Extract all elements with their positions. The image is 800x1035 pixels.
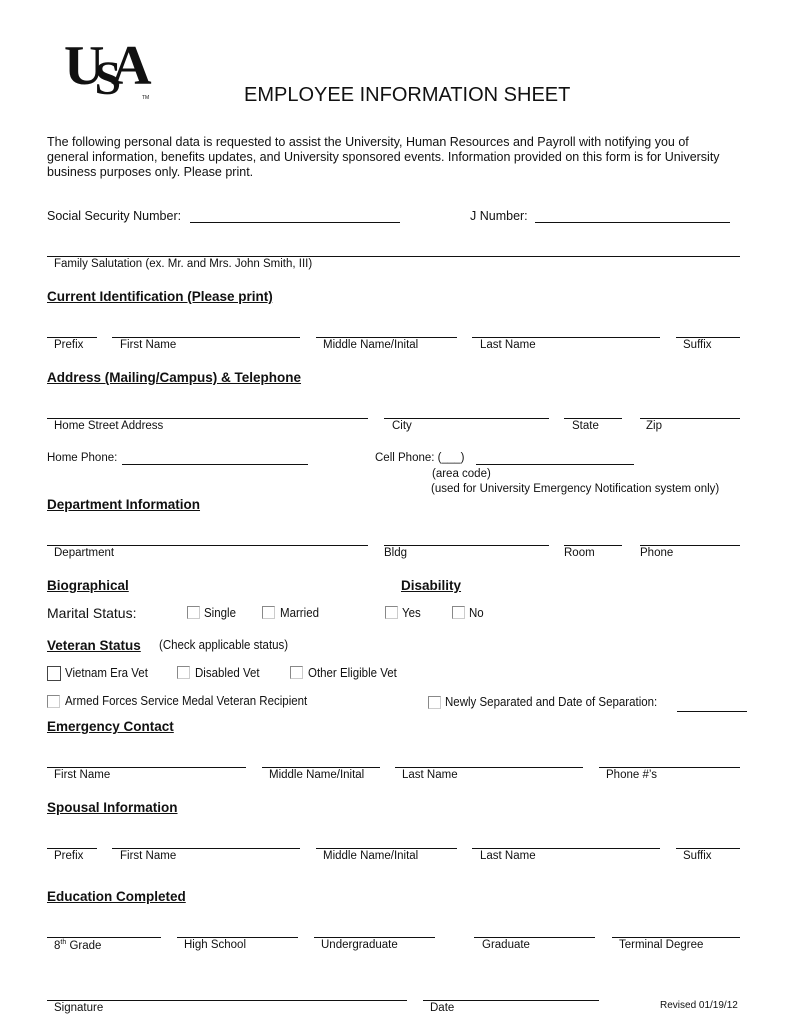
spouse-last-field[interactable] [472,848,660,849]
page-title: EMPLOYEE INFORMATION SHEET [244,84,571,106]
spouse-middle-label: Middle Name/Inital [323,850,419,862]
spouse-first-label: First Name [120,850,177,862]
high-school-field[interactable] [177,937,298,938]
emergency-first-label: First Name [54,769,111,781]
dept-phone-label: Phone [640,547,674,559]
room-label: Room [564,547,595,559]
first-name-field[interactable] [112,337,300,338]
disability-no-label: No [469,606,484,620]
area-code-label: (area code) [432,468,491,480]
state-field[interactable] [564,418,622,419]
single-label: Single [204,606,236,620]
disability-yes-label: Yes [402,606,421,620]
armed-forces-checkbox[interactable] [47,695,60,708]
biographical-heading: Biographical [47,578,129,593]
dept-phone-field[interactable] [640,545,740,546]
zip-label: Zip [646,420,662,432]
emergency-last-label: Last Name [402,769,458,781]
terminal-degree-label: Terminal Degree [619,939,704,951]
emergency-heading: Emergency Contact [47,719,174,734]
date-label: Date [430,1002,455,1014]
graduate-field[interactable] [474,937,595,938]
other-vet-label: Other Eligible Vet [308,666,397,680]
street-field[interactable] [47,418,368,419]
home-phone-label: Home Phone: [47,452,118,464]
middle-name-label: Middle Name/Inital [323,339,419,351]
disabled-vet-label: Disabled Vet [195,666,260,680]
intro-line-2: general information, benefits updates, and University sponsored events. Information provided on this form is for University [47,150,720,164]
j-number-field[interactable] [535,222,730,223]
emergency-notification-note: (used for University Emergency Notification system only) [431,483,720,495]
j-number-label: J Number: [470,209,528,223]
emergency-middle-field[interactable] [262,767,380,768]
grade8-field[interactable] [47,937,161,938]
spouse-middle-field[interactable] [316,848,457,849]
signature-field[interactable] [47,1000,407,1001]
suffix-field[interactable] [676,337,740,338]
emergency-phone-field[interactable] [599,767,740,768]
ssn-label: Social Security Number: [47,209,182,223]
logo-tm: TM [142,95,150,101]
single-checkbox[interactable] [187,606,200,619]
prefix-field[interactable] [47,337,97,338]
intro-line-3: business purposes only. Please print. [47,165,254,179]
spouse-suffix-label: Suffix [683,850,712,862]
undergraduate-field[interactable] [314,937,435,938]
emergency-middle-label: Middle Name/Inital [269,769,365,781]
disability-heading: Disability [401,578,462,593]
emergency-phone-label: Phone #’s [606,769,657,781]
usa-logo: USA [64,35,142,105]
ssn-field[interactable] [190,222,400,223]
home-phone-field[interactable] [122,464,308,465]
department-field[interactable] [47,545,368,546]
disabled-vet-checkbox[interactable] [177,666,190,679]
married-checkbox[interactable] [262,606,275,619]
first-name-label: First Name [120,339,177,351]
grade8-label [54,939,101,952]
spouse-prefix-field[interactable] [47,848,97,849]
last-name-field[interactable] [472,337,660,338]
cell-phone-field[interactable] [476,464,634,465]
department-label: Department [54,547,115,559]
newly-separated-checkbox[interactable] [428,696,441,709]
high-school-label: High School [184,939,247,951]
disability-yes-checkbox[interactable] [385,606,398,619]
address-heading: Address (Mailing/Campus) & Telephone [47,370,302,385]
revised-date: Revised 01/19/12 [660,1000,738,1011]
separation-date-field[interactable] [677,711,747,712]
middle-name-field[interactable] [316,337,457,338]
graduate-label: Graduate [482,939,530,951]
city-field[interactable] [384,418,549,419]
grade-suffix: th [60,939,67,946]
newly-separated-label: Newly Separated and Date of Separation: [445,695,658,709]
veteran-note: (Check applicable status) [159,638,289,652]
prefix-label: Prefix [54,339,84,351]
last-name-label: Last Name [480,339,536,351]
spouse-suffix-field[interactable] [676,848,740,849]
disability-no-checkbox[interactable] [452,606,465,619]
education-heading: Education Completed [47,889,186,904]
current-id-heading: Current Identification (Please print) [47,289,273,304]
street-label: Home Street Address [54,420,164,432]
intro-line-1: The following personal data is requested to assist the University, Human Resources and Payroll with notifying you of [47,135,689,149]
grade-number: 8 [54,939,61,952]
emergency-last-field[interactable] [395,767,583,768]
department-heading: Department Information [47,497,201,512]
date-field[interactable] [423,1000,599,1001]
married-label: Married [280,606,319,620]
vietnam-vet-checkbox[interactable] [47,666,61,681]
salutation-field[interactable] [47,256,740,257]
veteran-heading: Veteran Status [47,638,141,653]
signature-label: Signature [54,1002,104,1014]
undergraduate-label: Undergraduate [321,939,398,951]
other-vet-checkbox[interactable] [290,666,303,679]
spouse-heading: Spousal Information [47,800,178,815]
grade-word: Grade [69,939,102,952]
zip-field[interactable] [640,418,740,419]
bldg-field[interactable] [384,545,549,546]
suffix-label: Suffix [683,339,712,351]
room-field[interactable] [564,545,622,546]
salutation-label: Family Salutation (ex. Mr. and Mrs. John Smith, III) [54,258,313,270]
city-label: City [392,420,412,432]
armed-forces-label: Armed Forces Service Medal Veteran Recipient [65,694,308,708]
bldg-label: Bldg [384,547,408,559]
state-label: State [572,420,599,432]
marital-status-label: Marital Status: [47,605,137,621]
emergency-first-field[interactable] [47,767,246,768]
cell-phone-label: Cell Phone: (___) [375,452,465,464]
terminal-degree-field[interactable] [612,937,740,938]
vietnam-vet-label: Vietnam Era Vet [65,666,148,680]
spouse-first-field[interactable] [112,848,300,849]
spouse-last-label: Last Name [480,850,536,862]
spouse-prefix-label: Prefix [54,850,84,862]
